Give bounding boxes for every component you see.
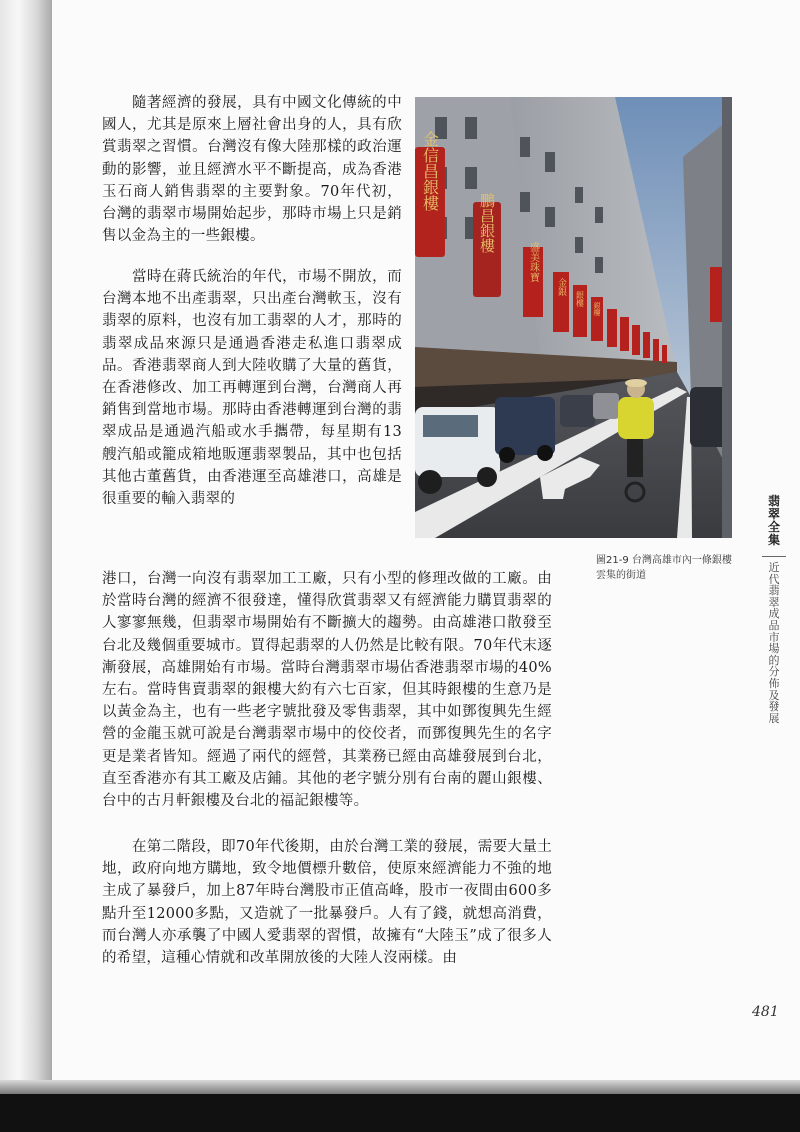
figure-caption: 圖21-9 台灣高雄市內一條銀樓雲集的街道 <box>596 555 732 581</box>
shop-sign-6-text: 銀樓 <box>593 302 601 316</box>
running-head-divider <box>762 556 786 557</box>
street-scene-illustration <box>415 97 732 538</box>
paragraph-2: 當時在蔣氏統治的年代，市場不開放，而台灣本地不出產翡翠，只出產台灣軟玉，沒有翡翠的原料，也沒有加工翡翠的人才，那時的翡翠成品來源只是通過香港走私進口翡翠成品。香港翡翠商人到大陸收購了大量的舊貨，在香港修改、加工再轉運到台灣，台灣商人再銷售到當地市場。那時由香港轉運到台灣的翡翠成品是通過汽船或水手攜帶，每星期有13艘汽船或籠成箱地販運翡翠製品，其中也包括其他古董舊貨，由香港運至高雄港口，高雄是很重要的輸入翡翠的 <box>102 269 402 508</box>
running-head-chapter-title: 近代翡翠成品市場的分佈及發展 <box>768 561 780 725</box>
page-bottom-edge <box>0 1080 800 1094</box>
shop-sign-2-text: 鵬昌銀樓 <box>478 193 496 253</box>
page-number: 481 <box>752 1004 779 1020</box>
scan-background <box>0 1094 800 1132</box>
shop-sign-5-text: 銀樓 <box>575 291 585 307</box>
running-head-book-title: 翡翠全集 <box>767 494 780 547</box>
paragraph-4: 在第二階段，即70年代後期，由於台灣工業的發展，需要大量土地，政府向地方購地，致令地價標升數倍，使原來經濟能力不強的地主成了暴發戶，加上87年時台灣股市正值高峰，股市一夜間由600多點升至12000多點，又造就了一批暴發戶。人有了錢，就想高消費，而台灣人亦承襲了中國人愛翡翠的習慣，故擁有“大陸玉”成了很多人的希望，這種心情就和改革開放後的大陸人沒兩樣。由 <box>102 839 552 967</box>
paragraph-3: 港口，台灣一向沒有翡翠加工工廠，只有小型的修理改做的工廠。由於當時台灣的經濟不很發達，懂得欣賞翡翠又有經濟能力購買翡翠的人寥寥無幾，但翡翠市場開始有不斷擴大的趨勢。由高雄港口散發至台北及幾個重要城市。買得起翡翠的人仍然是比較有限。70年代末逐漸發展，高雄開始有市場。當時台灣翡翠市場佔香港翡翠市場的40%左右。當時售賣翡翠的銀樓大約有六七百家，但其時銀樓的生意乃是以黃金為主，也有一些老字號批發及零售翡翠，其中如鄧復興先生經營的金龍玉就可說是台灣翡翠市場中的佼佼者，而鄧復興先生的名字更是業者皆知。經過了兩代的經營，其業務已經由高雄發展到台北，直至香港亦有其工廠及店鋪。其他的老字號分別有台南的麗山銀樓、台中的古月軒銀樓及台北的福記銀樓等。 <box>102 571 552 810</box>
paragraph-1: 隨著經濟的發展，具有中國文化傳統的中國人，尤其是原來上層社會出身的人，具有欣賞翡翠之習慣。台灣沒有像大陸那樣的政治運動的影響，並且經濟水平不斷提高，成為香港玉石商人銷售翡翠的主要對象。70年代初，台灣的翡翠市場開始起步，那時市場上只是銷售以金為主的一些銀樓。 <box>102 95 402 245</box>
street-photo <box>415 97 732 538</box>
shop-sign-4-text: 金銀 <box>556 278 566 296</box>
book-spine-shadow <box>0 0 52 1080</box>
shop-sign-3-text: 盛美珠寶 <box>527 242 539 282</box>
shop-sign-1-text: 金信昌銀樓 <box>420 131 440 211</box>
